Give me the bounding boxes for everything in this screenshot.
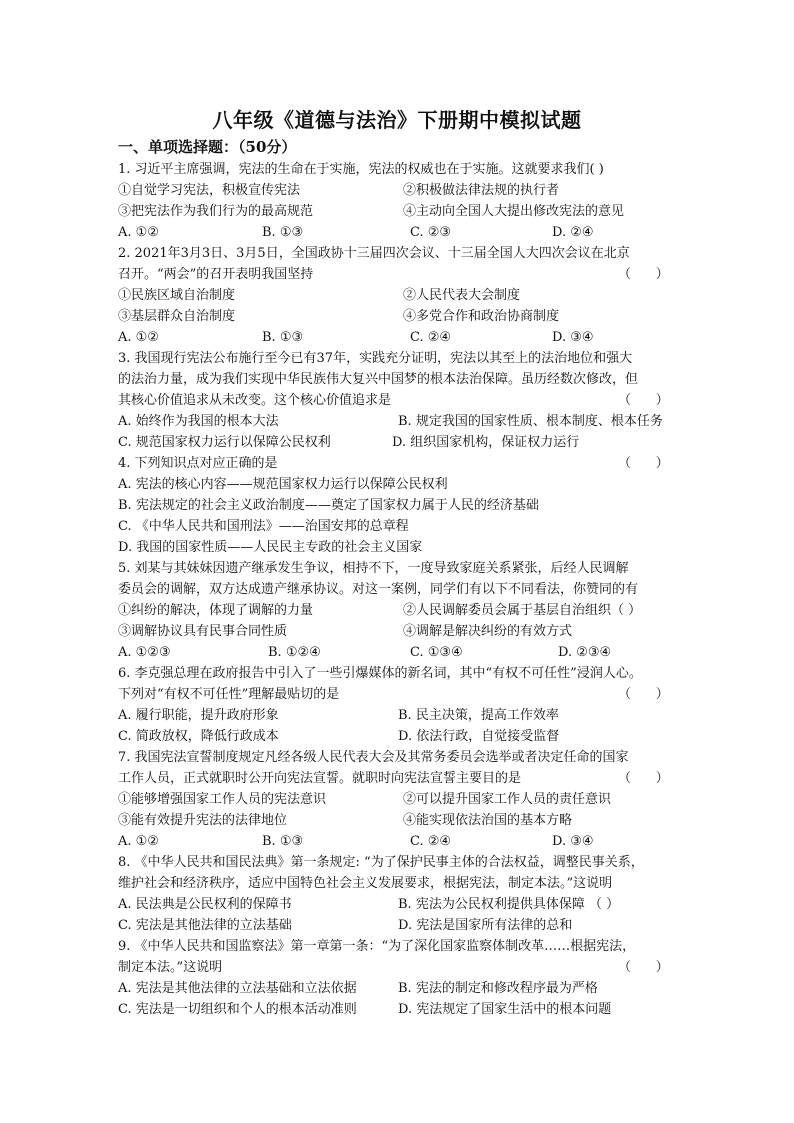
q7-statement-1: ①能够增强国家工作人员的宪法意识	[118, 792, 327, 807]
q4-answer-blank: （ ）	[618, 456, 669, 471]
q2-option-c: C. ②④	[410, 330, 452, 345]
q7-option-b: B. ①③	[262, 834, 304, 849]
q6-option-b: B. 民主决策，提高工作效率	[398, 708, 559, 723]
q9-option-d: D. 宪法规定了国家生活中的根本问题	[398, 1002, 612, 1017]
q2-stem-line-2: 召开。“两会”的召开表明我国坚持	[118, 267, 314, 282]
q5-statement-1: ①纠纷的解决，体现了调解的力量	[118, 603, 314, 618]
q7-statement-4: ④能实现依法治国的基本方略	[403, 813, 573, 828]
q6-stem-line-2: 下列对“有权不可任性”理解最贴切的是	[118, 687, 340, 702]
q5-option-c: C. ①③④	[410, 645, 463, 660]
q6-answer-blank: （ ）	[618, 687, 669, 702]
q1-option-a: A. ①②	[118, 225, 159, 240]
q5-stem-line-1: 5. 刘某与其妹妹因遗产继承发生争议，相持不下，一度导致家庭关系紧张，后经人民调解	[118, 561, 629, 576]
q1-stem: 1. 习近平主席强调，宪法的生命在于实施，宪法的权威也在于实施。这就要求我们( )	[118, 162, 604, 177]
q2-option-a: A. ①②	[118, 330, 159, 345]
q3-option-c: C. 规范国家权力运行以保障公民权利	[118, 435, 331, 450]
q3-stem-line-3: 其核心价值追求从未改变。这个核心价值追求是	[118, 393, 392, 408]
q6-option-c: C. 简政放权，降低行政成本	[118, 729, 279, 744]
q1-statement-1: ①自觉学习宪法，积极宣传宪法	[118, 183, 301, 198]
q3-option-d: D. 组织国家机构，保证权力运行	[392, 435, 580, 450]
q8-option-d: D. 宪法是国家所有法律的总和	[398, 918, 573, 933]
q3-stem-line-2: 的法治力量，成为我们实现中华民族伟大复兴中国梦的根本法治保障。虽历经数次修改，但	[118, 372, 639, 387]
q1-statement-3: ③把宪法作为我们行为的最高规范	[118, 204, 314, 219]
q4-stem: 4. 下列知识点对应正确的是	[118, 456, 278, 471]
q9-option-c: C. 宪法是一切组织和个人的根本活动准则	[118, 1002, 357, 1017]
q2-statement-4: ④多党合作和政治协商制度	[403, 309, 560, 324]
q1-option-d: D. ②④	[552, 225, 594, 240]
q9-stem-line-1: 9. 《中华人民共和国监察法》第一章第一条：“为了深化国家监察体制改革……根据宪法，	[118, 939, 636, 954]
q2-option-b: B. ①③	[262, 330, 304, 345]
q5-statement-3: ③调解协议具有民事合同性质	[118, 624, 288, 639]
q4-option-c: C. 《中华人民共和国刑法》——治国安邦的总章程	[118, 519, 409, 534]
q3-option-a: A. 始终作为我国的根本大法	[118, 414, 279, 429]
q1-option-c: C. ②③	[410, 225, 452, 240]
q6-stem-line-1: 6. 李克强总理在政府报告中引入了一些引爆媒体的新名词，其中“有权不可任性”浸润人心。	[118, 666, 642, 681]
q2-statement-1: ①民族区域自治制度	[118, 288, 236, 303]
q7-stem-line-2: 工作人员，正式就职时公开向宪法宣誓。就职时向宪法宣誓主要目的是	[118, 771, 522, 786]
q3-option-b: B. 规定我国的国家性质、根本制度、根本任务	[398, 414, 663, 429]
q2-statement-2: ②人民代表大会制度	[403, 288, 521, 303]
section-heading: 一、单项选择题：（50分）	[118, 138, 297, 156]
q9-option-b: B. 宪法的制定和修改程序最为严格	[398, 981, 598, 996]
q6-option-a: A. 履行职能，提升政府形象	[118, 708, 279, 723]
exam-title: 八年级《道德与法治》下册期中模拟试题	[212, 108, 582, 132]
q5-option-b: B. ①②④	[268, 645, 321, 660]
q4-option-b: B. 宪法规定的社会主义政治制度——奠定了国家权力属于人民的经济基础	[118, 498, 539, 513]
q7-option-d: D. ③④	[552, 834, 594, 849]
q9-stem-line-2: 制定本法。”这说明	[118, 960, 223, 975]
q7-statement-3: ③能有效提升宪法的法律地位	[118, 813, 288, 828]
q1-statement-2: ②积极做法律法规的执行者	[403, 183, 560, 198]
q5-statement-2: ②人民调解委员会属于基层自治组织（ ）	[403, 603, 642, 618]
q1-statement-4: ④主动向全国人大提出修改宪法的意见	[403, 204, 625, 219]
q3-stem-line-1: 3. 我国现行宪法公布施行至今已有37年，实践充分证明，宪法以其至上的法治地位和强大	[118, 351, 633, 366]
q7-answer-blank: （ ）	[618, 771, 669, 786]
q2-statement-3: ③基层群众自治制度	[118, 309, 236, 324]
q5-stem-line-2: 委员会的调解，双方达成遗产继承协议。对这一案例，同学们有以下不同看法，你赞同的有	[118, 582, 639, 597]
q5-option-a: A. ①②③	[118, 645, 171, 660]
q2-answer-blank: （ ）	[618, 267, 669, 282]
q2-stem-line-1: 2. 2021年3月3日、3月5日，全国政协十三届四次会议、十三届全国人大四次会议在北京	[118, 246, 630, 261]
q7-option-a: A. ①②	[118, 834, 159, 849]
q8-stem-line-1: 8. 《中华人民共和国民法典》第一条规定: “为了保护民事主体的合法权益，调整民事关系，	[118, 855, 644, 870]
q2-option-d: D. ③④	[552, 330, 594, 345]
q8-option-c: C. 宪法是其他法律的立法基础	[118, 918, 292, 933]
q5-option-d: D. ②③④	[558, 645, 612, 660]
q4-option-d: D. 我国的国家性质——人民民主专政的社会主义国家	[118, 540, 423, 555]
q3-answer-blank: （ ）	[618, 393, 669, 408]
q7-statement-2: ②可以提升国家工作人员的责任意识	[403, 792, 612, 807]
q6-option-d: D. 依法行政，自觉接受监督	[398, 729, 560, 744]
q8-option-b: B. 宪法为公民权利提供具体保障 （ ）	[398, 897, 620, 912]
q9-answer-blank: （ ）	[618, 960, 669, 975]
q8-option-a: A. 民法典是公民权利的保障书	[118, 897, 292, 912]
q8-stem-line-2: 维护社会和经济秩序，适应中国特色社会主义发展要求，根据宪法，制定本法。”这说明	[118, 876, 613, 891]
q5-statement-4: ④调解是解决纠纷的有效方式	[403, 624, 573, 639]
q4-option-a: A. 宪法的核心内容——规范国家权力运行以保障公民权利	[118, 477, 448, 492]
q1-option-b: B. ①③	[262, 225, 304, 240]
q7-stem-line-1: 7. 我国宪法宣誓制度规定凡经各级人民代表大会及其常务委员会选举或者决定任命的国家	[118, 750, 629, 765]
q9-option-a: A. 宪法是其他法律的立法基础和立法依据	[118, 981, 357, 996]
q7-option-c: C. ②④	[410, 834, 452, 849]
